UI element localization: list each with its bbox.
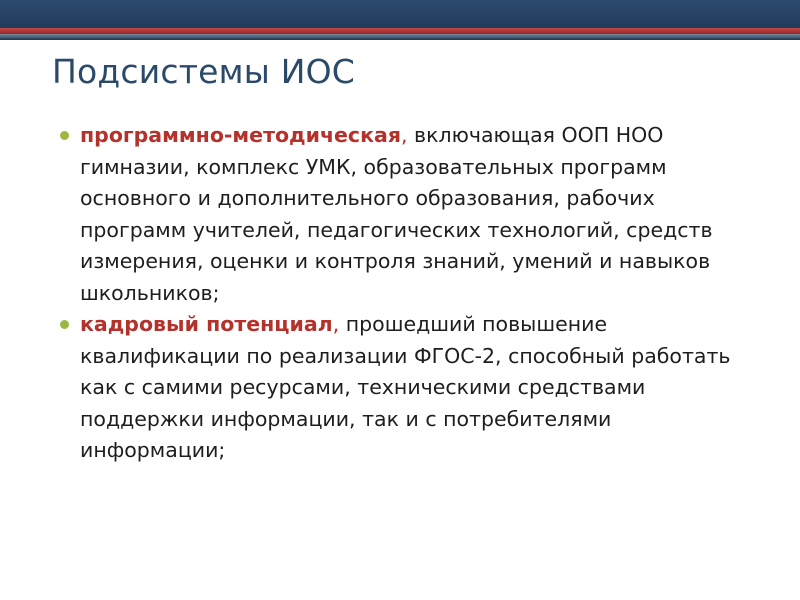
bullet-list (56, 120, 756, 467)
bullet-text: включающая ООП НОО гимназии, комплекс УМК, образовательных программ основного и дополнительного образования, рабочих программ учителей, педагогических технологий, средств измерения, оценки и контроля знаний, умений и навыков школьников; (80, 123, 713, 305)
bullet-dot-icon (60, 131, 69, 140)
bullet-term: программно-методическая (80, 123, 401, 147)
bullet-term: кадровый потенциал (80, 312, 333, 336)
bullet-term-separator: , (332, 312, 340, 336)
slide-title: Подсистемы ИОС (52, 52, 356, 91)
header-shadow (0, 34, 800, 40)
bullet-text: прошедший повышение квалификации по реализации ФГОС-2, способный работать как с самими ресурсами, техническими средствами поддержки информации, так и с потребителями информации; (80, 312, 731, 462)
bullet-item-methodical (56, 120, 756, 309)
bullet-dot-icon (60, 320, 69, 329)
bullet-item-staff (56, 309, 756, 467)
bullet-term-separator: , (401, 123, 408, 147)
